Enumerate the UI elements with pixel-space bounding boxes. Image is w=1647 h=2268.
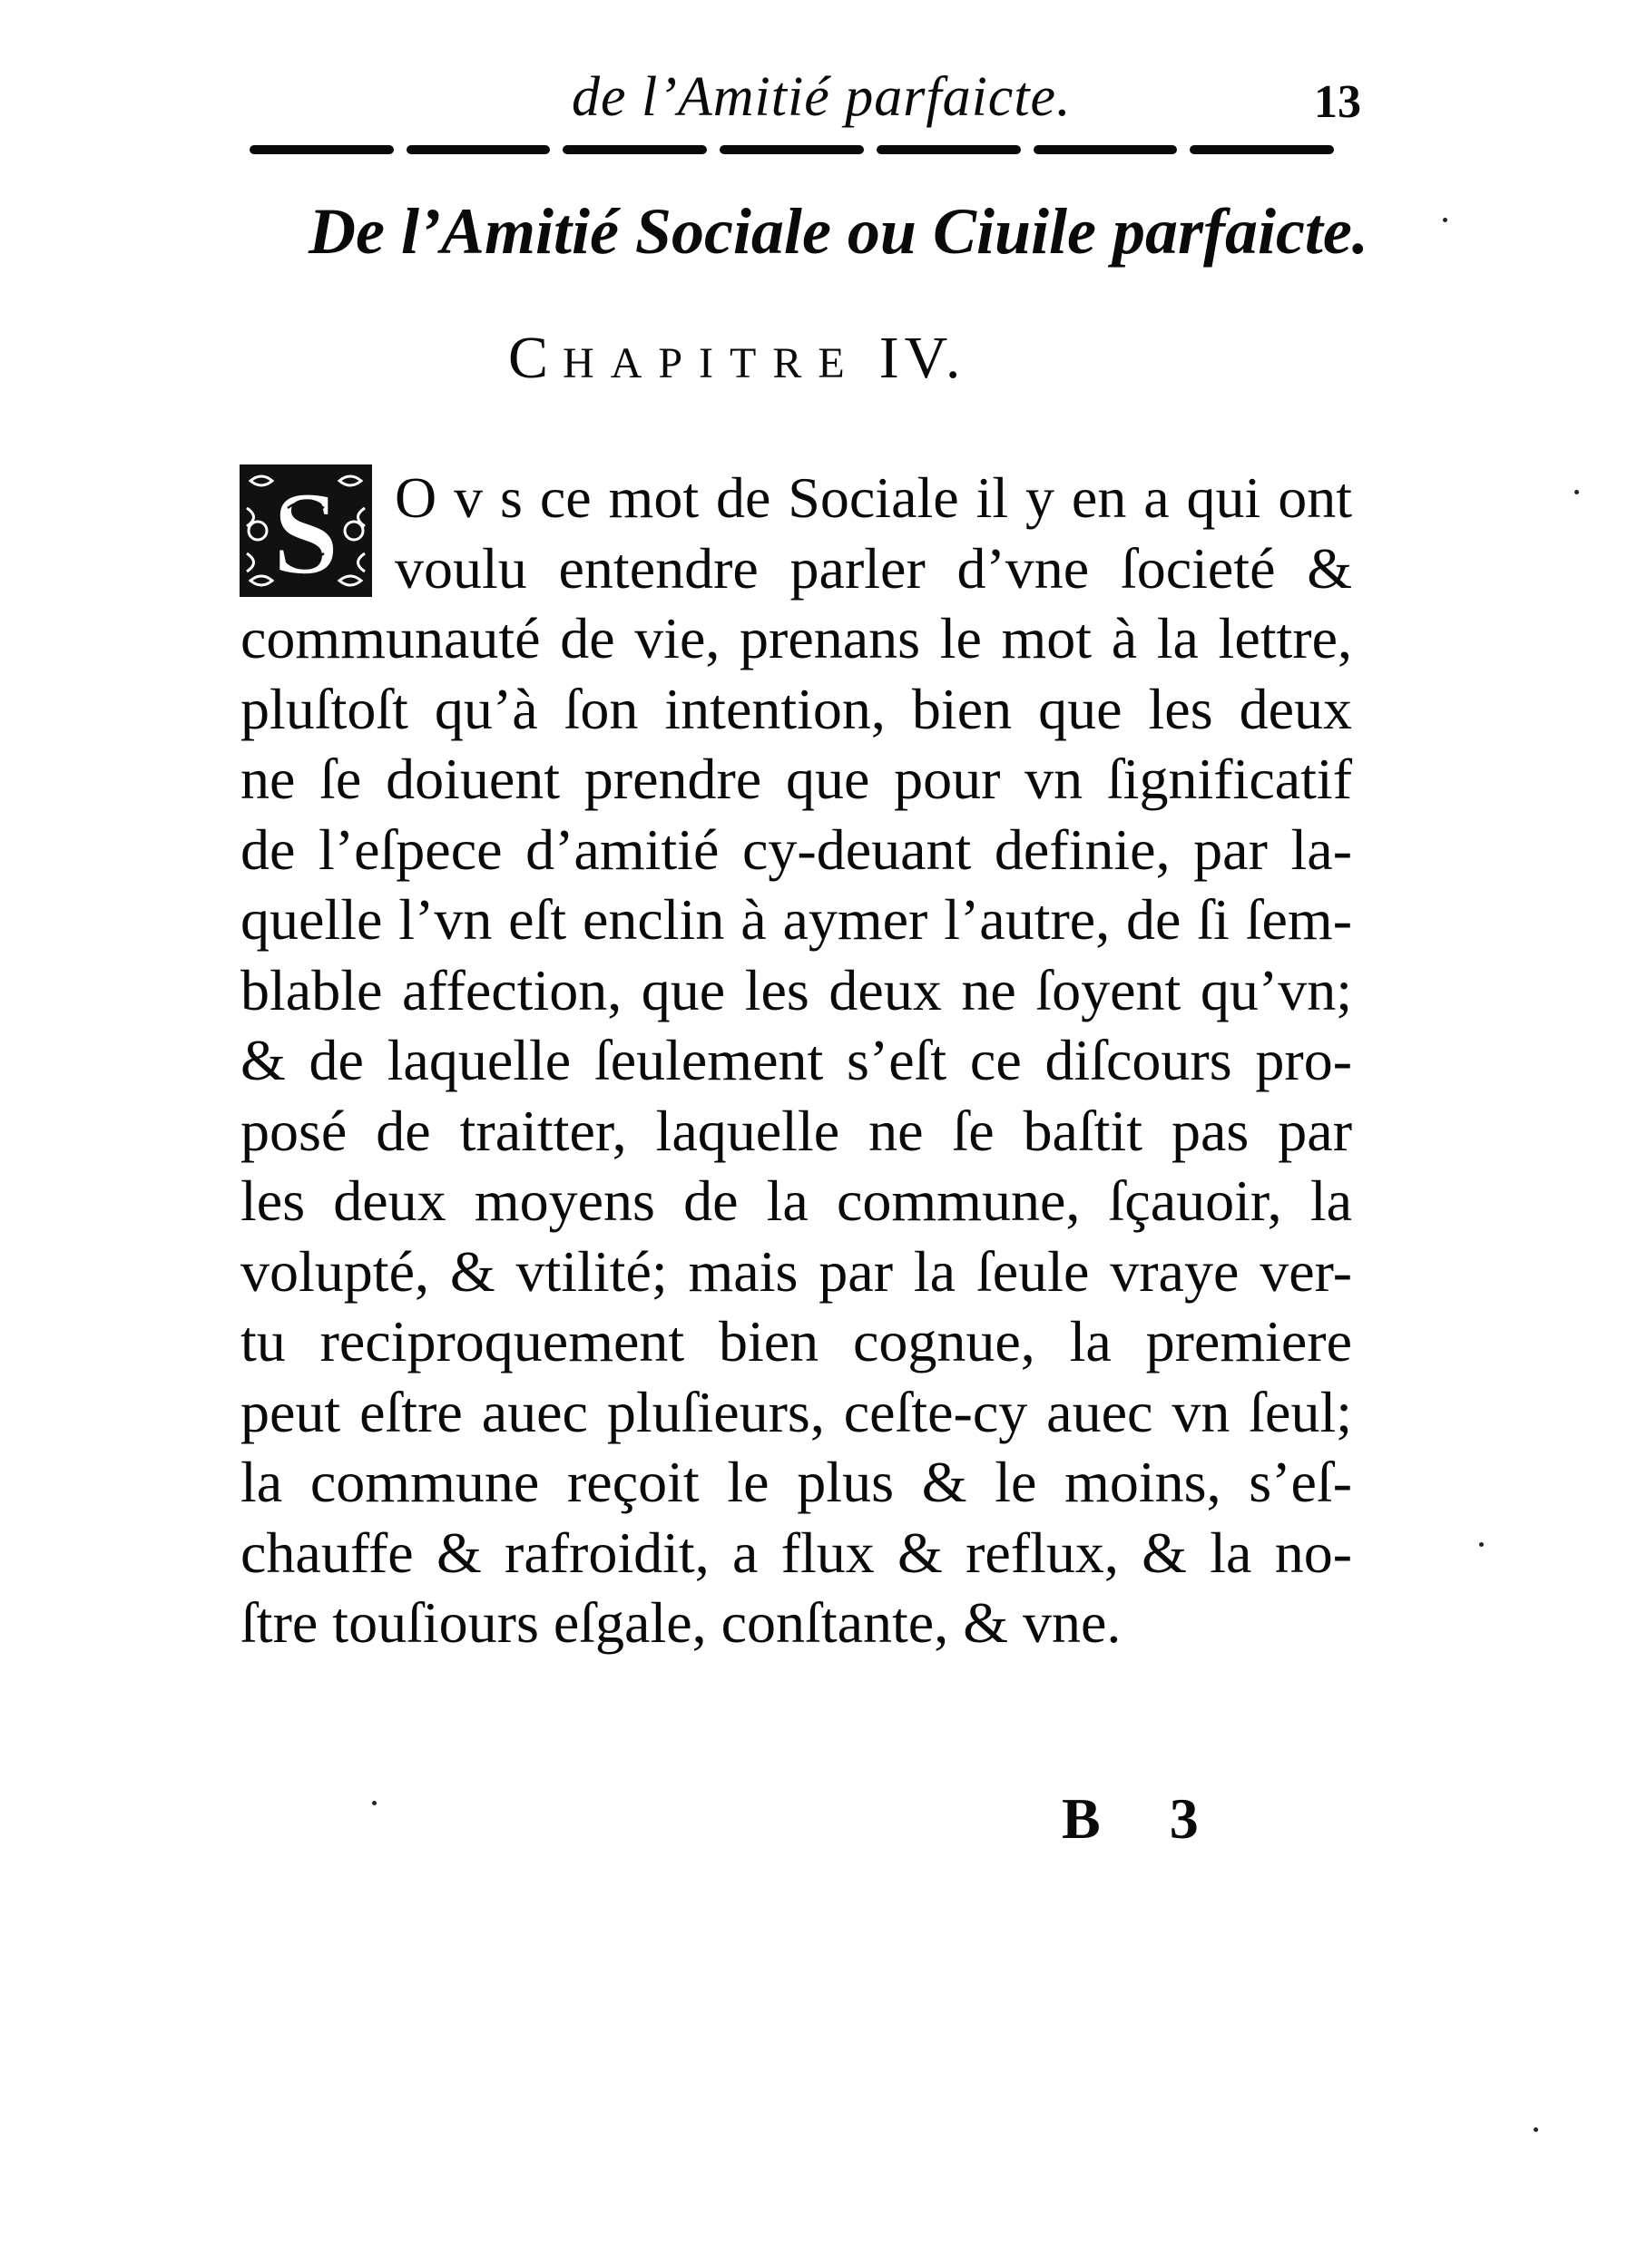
text-line: tu reciproquement bien cognue, la premiere bbox=[240, 1309, 1352, 1374]
chapter-label-initial: C bbox=[508, 325, 564, 391]
running-head bbox=[0, 56, 1647, 138]
text-line: blable affection, que les deux ne ſoyent qu’vn; bbox=[240, 957, 1352, 1022]
paper-speck bbox=[1479, 1542, 1484, 1547]
signature-mark: B 3 bbox=[1062, 1786, 1226, 1851]
running-title: de l’Amitié parfaicte. bbox=[572, 66, 1072, 128]
text-line: posé de traitter, laquelle ne ſe baſtit pas par bbox=[240, 1098, 1352, 1163]
text-line: volupté, & vtilité; mais par la ſeule vraye ver- bbox=[240, 1238, 1352, 1304]
drop-cap-letter: S bbox=[272, 466, 339, 599]
text-line: peut eſtre auec pluſieurs, ceſte-cy auec vn ſeul; bbox=[240, 1379, 1352, 1444]
text-line: & de laquelle ſeulement s’eſt ce diſcours pro- bbox=[240, 1028, 1352, 1092]
text-line: les deux moyens de la commune, ſçauoir, la bbox=[240, 1168, 1352, 1233]
text-line: quelle l’vn eſt enclin à aymer l’autre, de ſi ſem- bbox=[240, 887, 1352, 952]
paper-speck bbox=[1534, 2127, 1538, 2132]
chapter-label bbox=[508, 313, 966, 409]
paper-speck bbox=[372, 1801, 377, 1805]
text-line: chauffe & rafroidit, a flux & reflux, & la no- bbox=[240, 1520, 1352, 1585]
chapter-heading: De l’Amitié Sociale ou Ciuile parfaicte. bbox=[309, 195, 1368, 268]
header-rule bbox=[250, 145, 1334, 156]
body-text bbox=[240, 463, 1352, 1658]
text-line: la commune reçoit le plus & le moins, s’eſ- bbox=[240, 1450, 1352, 1514]
paper-speck bbox=[1574, 490, 1579, 494]
text-line: O v s ce mot de Sociale il y en a qui ont bbox=[395, 465, 1352, 530]
chapter-label-rest: HAPITRE bbox=[563, 339, 861, 387]
text-line: de l’eſpece d’amitié cy-deuant definie, par la- bbox=[240, 816, 1352, 882]
paper-speck bbox=[1443, 218, 1447, 222]
text-line: communauté de vie, prenans le mot à la lettre, bbox=[240, 606, 1352, 670]
text-line: voulu entendre parler d’vne ſocieté & bbox=[395, 535, 1352, 601]
text-line: ſtre touſiours eſgale, conſtante, & vne. bbox=[240, 1590, 1122, 1655]
page-number: 13 bbox=[1314, 76, 1361, 128]
chapter-number: IV. bbox=[878, 325, 966, 391]
text-line: ne ſe doiuent prendre que pour vn ſignificatif bbox=[240, 747, 1352, 811]
text-line: pluſtoſt qu’à ſon intention, bien que les deux bbox=[240, 676, 1352, 741]
